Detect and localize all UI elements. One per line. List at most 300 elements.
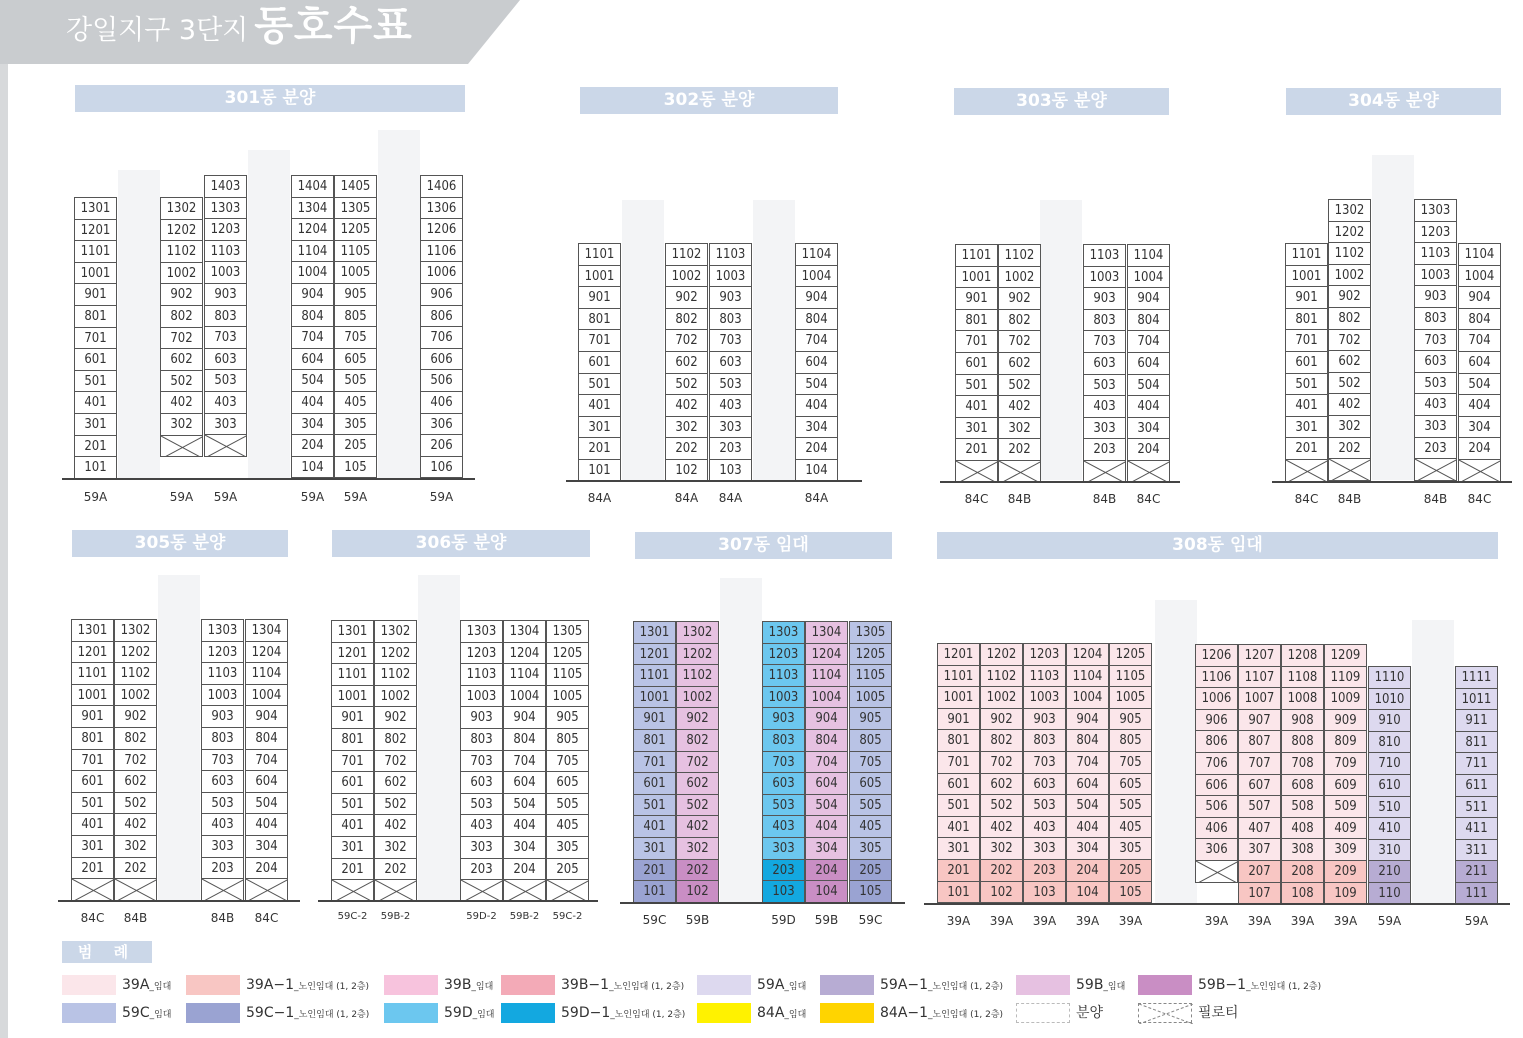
unit-cell: 902: [665, 286, 708, 309]
unit-cell: 903: [1023, 708, 1066, 731]
unit-cell: 201: [71, 857, 114, 880]
unit-cell: 502: [665, 373, 708, 396]
piloti-cell: [955, 460, 998, 483]
legend-label: [757, 975, 806, 997]
piloti-cell: [503, 879, 546, 902]
unit-cell: 1104: [291, 240, 334, 263]
unit-cell: 1203: [201, 641, 244, 664]
unit-cell: 401: [937, 816, 980, 839]
unit-cell: 301: [633, 837, 676, 860]
unit-type-label: 84B: [1337, 492, 1362, 506]
unit-type-label: 59B-2: [509, 911, 540, 922]
piloti-cell: [245, 878, 288, 901]
legend-swatch: [501, 1003, 555, 1023]
unit-cell: 1104: [1458, 243, 1501, 266]
unit-cell: 606: [1195, 774, 1238, 797]
unit-cell: 1204: [1066, 643, 1109, 666]
unit-cell: 904: [1066, 708, 1109, 731]
building-header: 304동 분양: [1286, 88, 1501, 115]
unit-cell: 1105: [334, 240, 377, 263]
unit-cell: 205: [334, 434, 377, 457]
unit-cell: 402: [374, 814, 417, 837]
unit-cell: 405: [334, 391, 377, 414]
piloti-cross-icon: [72, 879, 114, 901]
unit-cell: 1304: [245, 619, 288, 642]
legend-label-main: 59D−1: [561, 1005, 611, 1021]
piloti-cross-icon: [1196, 861, 1238, 883]
legend-label-sub: _노인임대 (1, 2층): [610, 1010, 686, 1020]
building-shadow: [1155, 600, 1197, 903]
unit-cell: 903: [762, 707, 805, 730]
unit-cell: 509: [1324, 795, 1367, 818]
unit-cell: 602: [374, 771, 417, 794]
unit-cell: 403: [201, 813, 244, 836]
unit-cell: 603: [460, 771, 503, 794]
unit-cell: 508: [1281, 795, 1324, 818]
unit-cell: 809: [1324, 730, 1367, 753]
unit-cell: 302: [114, 835, 157, 858]
unit-type-label: 39A: [1247, 914, 1272, 928]
unit-cell: 704: [1127, 330, 1170, 353]
unit-cell: 1105: [546, 663, 589, 686]
unit-cell: 1102: [998, 244, 1041, 267]
piloti-cross-icon: [461, 880, 503, 902]
unit-cell: 908: [1281, 709, 1324, 732]
unit-cell: 303: [762, 837, 805, 860]
unit-cell: 402: [665, 394, 708, 417]
unit-cell: 404: [291, 391, 334, 414]
unit-cell: 404: [503, 814, 546, 837]
unit-cell: 702: [1328, 329, 1371, 352]
unit-type-label: 84C: [1136, 492, 1161, 506]
building-shadow: [118, 170, 160, 478]
legend-swatch: [62, 975, 116, 995]
unit-cell: 1105: [849, 664, 892, 687]
unit-cell: 1002: [980, 686, 1023, 709]
unit-cell: 1108: [1281, 666, 1324, 689]
unit-cell: 502: [998, 374, 1041, 397]
unit-cell: 302: [160, 413, 203, 436]
unit-cell: 1103: [1023, 665, 1066, 688]
unit-cell: 602: [980, 773, 1023, 796]
unit-cell: 406: [420, 391, 463, 414]
building-shadow: [378, 130, 420, 480]
unit-cell: 101: [937, 881, 980, 904]
unit-cell: 411: [1455, 817, 1498, 840]
unit-type-label: 59A: [300, 490, 325, 504]
unit-cell: 409: [1324, 817, 1367, 840]
unit-type-label: 84C: [254, 911, 279, 925]
legend-label: [1076, 975, 1125, 997]
unit-cell: 803: [460, 728, 503, 751]
building-header: 301동 분양: [75, 85, 465, 112]
unit-cell: 202: [1328, 437, 1371, 460]
unit-cell: 801: [1285, 308, 1328, 331]
unit-cell: 510: [1368, 796, 1411, 819]
unit-cell: 905: [334, 283, 377, 306]
unit-cell: 204: [291, 434, 334, 457]
unit-cell: 704: [805, 751, 848, 774]
unit-cell: 1004: [245, 684, 288, 707]
unit-cell: 507: [1238, 795, 1281, 818]
unit-cell: 1204: [805, 643, 848, 666]
unit-cell: 603: [1414, 350, 1457, 373]
piloti-cell: [998, 460, 1041, 483]
unit-cell: 103: [1023, 881, 1066, 904]
unit-cell: 305: [546, 836, 589, 859]
unit-cell: 803: [204, 305, 247, 328]
unit-cell: 709: [1324, 752, 1367, 775]
unit-cell: 1101: [1285, 243, 1328, 266]
unit-cell: 601: [71, 770, 114, 793]
unit-cell: 311: [1455, 839, 1498, 862]
unit-cell: 603: [201, 770, 244, 793]
unit-cell: 902: [980, 708, 1023, 731]
page-title-prefix: 강일지구 3단지: [66, 15, 249, 46]
unit-cell: 603: [1023, 773, 1066, 796]
unit-cell: 1201: [74, 219, 117, 242]
unit-cell: 605: [546, 771, 589, 794]
unit-cell: 1004: [805, 686, 848, 709]
unit-cell: 902: [114, 705, 157, 728]
unit-cell: 904: [1127, 287, 1170, 310]
unit-cell: 301: [331, 836, 374, 859]
unit-cell: 309: [1324, 838, 1367, 861]
unit-cell: 404: [1127, 395, 1170, 418]
unit-cell: 204: [1458, 437, 1501, 460]
unit-cell: 303: [1023, 837, 1066, 860]
unit-cell: 1002: [374, 685, 417, 708]
unit-cell: 803: [762, 729, 805, 752]
unit-cell: 904: [503, 706, 546, 729]
unit-cell: 1104: [805, 664, 848, 687]
unit-cell: 1101: [955, 244, 998, 267]
unit-type-label: 59A: [1377, 914, 1402, 928]
unit-cell: 404: [1458, 394, 1501, 417]
unit-cell: 804: [291, 305, 334, 328]
unit-cell: 501: [955, 374, 998, 397]
unit-cell: 811: [1455, 731, 1498, 754]
unit-cell: 903: [709, 286, 752, 309]
unit-cell: 1004: [1458, 265, 1501, 288]
unit-cell: 305: [849, 837, 892, 860]
unit-cell: 806: [1195, 730, 1238, 753]
unit-cell: 601: [74, 348, 117, 371]
unit-cell: 1102: [665, 243, 708, 266]
unit-cell: 1206: [1195, 644, 1238, 667]
piloti-cell: [1285, 459, 1328, 482]
legend-label-sub: _노인임대 (1, 2층): [609, 982, 685, 992]
unit-cell: 403: [762, 815, 805, 838]
unit-cell: 304: [245, 835, 288, 858]
unit-cell: 906: [1195, 709, 1238, 732]
unit-cell: 703: [709, 329, 752, 352]
legend-label-sub: _노인임대 (1, 2층): [928, 982, 1004, 992]
building-shadow: [753, 200, 795, 480]
unit-cell: 402: [1328, 393, 1371, 416]
legend-label-sub: _노인임대 (1, 2층): [1246, 982, 1322, 992]
piloti-cell: [1414, 458, 1457, 481]
unit-cell: 703: [204, 326, 247, 349]
unit-type-label: 59C-2: [552, 911, 583, 922]
unit-cell: 1010: [1368, 688, 1411, 711]
unit-cell: 1002: [676, 686, 719, 709]
unit-cell: 102: [676, 880, 719, 903]
unit-cell: 501: [633, 794, 676, 817]
unit-cell: 805: [546, 728, 589, 751]
unit-cell: 802: [114, 727, 157, 750]
legend-label-sub: _임대: [471, 982, 494, 992]
unit-cell: 401: [955, 395, 998, 418]
unit-cell: 805: [1109, 729, 1152, 752]
building-shadow: [158, 575, 200, 900]
unit-type-label: 59A: [1464, 914, 1489, 928]
unit-cell: 404: [805, 815, 848, 838]
unit-cell: 1204: [291, 218, 334, 241]
unit-cell: 801: [578, 308, 621, 331]
unit-cell: 1005: [334, 261, 377, 284]
unit-cell: 705: [849, 751, 892, 774]
unit-cell: 1205: [1109, 643, 1152, 666]
unit-cell: 903: [1414, 285, 1457, 308]
piloti-cell: [1127, 460, 1170, 483]
unit-cell: 1003: [204, 261, 247, 284]
unit-cell: 105: [849, 880, 892, 903]
unit-cell: 804: [795, 308, 838, 331]
unit-type-label: 59B-2: [380, 911, 411, 922]
unit-cell: 302: [1328, 415, 1371, 438]
unit-cell: 405: [1109, 816, 1152, 839]
unit-cell: 304: [291, 413, 334, 436]
unit-cell: 405: [546, 814, 589, 837]
unit-type-label: 84B: [1007, 492, 1032, 506]
unit-cell: 304: [795, 416, 838, 439]
unit-cell: 801: [955, 309, 998, 332]
unit-cell: 1301: [633, 621, 676, 644]
building-header: 303동 분양: [954, 88, 1169, 115]
unit-cell: 310: [1368, 839, 1411, 862]
unit-cell: 601: [955, 352, 998, 375]
unit-cell: 503: [460, 793, 503, 816]
unit-cell: 904: [805, 707, 848, 730]
unit-cell: 703: [460, 750, 503, 773]
unit-cell: 1202: [160, 219, 203, 242]
unit-cell: 501: [578, 373, 621, 396]
piloti-cross-icon: [332, 880, 374, 902]
unit-cell: 1204: [503, 642, 546, 665]
unit-cell: 907: [1238, 709, 1281, 732]
legend-title: 범 례: [62, 941, 152, 963]
unit-type-label: 84A: [804, 491, 829, 505]
unit-cell: 1001: [74, 262, 117, 285]
unit-cell: 504: [245, 792, 288, 815]
unit-cell: 909: [1324, 709, 1367, 732]
unit-cell: 204: [805, 859, 848, 882]
unit-cell: 804: [805, 729, 848, 752]
unit-cell: 601: [1285, 351, 1328, 374]
unit-cell: 1303: [1414, 199, 1457, 222]
unit-cell: 202: [374, 858, 417, 881]
unit-cell: 901: [955, 287, 998, 310]
unit-cell: 802: [160, 305, 203, 328]
unit-cell: 204: [503, 858, 546, 881]
unit-cell: 804: [1458, 308, 1501, 331]
unit-cell: 506: [420, 369, 463, 392]
piloti-cell: [1328, 458, 1371, 481]
unit-cell: 1111: [1455, 666, 1498, 689]
unit-cell: 302: [665, 416, 708, 439]
unit-type-label: 59C: [642, 913, 667, 927]
unit-cell: 1004: [795, 265, 838, 288]
unit-cell: 201: [633, 859, 676, 882]
unit-cell: 1002: [665, 265, 708, 288]
unit-cell: 1303: [762, 621, 805, 644]
unit-cell: 1001: [71, 684, 114, 707]
unit-type-label: 84B: [1092, 492, 1117, 506]
unit-cell: 1202: [374, 642, 417, 665]
unit-cell: 401: [71, 813, 114, 836]
unit-cell: 906: [420, 283, 463, 306]
unit-cell: 401: [578, 394, 621, 417]
legend-swatch: [697, 975, 751, 995]
unit-cell: 201: [74, 435, 117, 458]
legend-label-main: 84A: [757, 1005, 785, 1021]
unit-cell: 407: [1238, 817, 1281, 840]
piloti-cross-icon: [115, 879, 157, 901]
piloti-cell: [201, 878, 244, 901]
unit-cell: 1205: [546, 642, 589, 665]
ground-line: [62, 478, 475, 480]
unit-type-label: 84C: [964, 492, 989, 506]
unit-cell: 502: [980, 794, 1023, 817]
page-title: [66, 4, 413, 48]
unit-cell: 801: [331, 728, 374, 751]
building-shadow: [720, 578, 762, 903]
unit-cell: 403: [709, 394, 752, 417]
legend-label-main: 59C: [122, 1005, 150, 1021]
unit-cell: 203: [762, 859, 805, 882]
unit-cell: 1006: [420, 261, 463, 284]
unit-type-label: 84C: [80, 911, 105, 925]
legend-label-sub: _임대: [1103, 982, 1126, 992]
unit-type-label: 59A: [83, 490, 108, 504]
unit-type-label: 84A: [718, 491, 743, 505]
unit-cell: 1103: [460, 663, 503, 686]
unit-cell: 1203: [460, 642, 503, 665]
building-header: 305동 분양: [72, 530, 288, 557]
piloti-cross-icon: [1415, 459, 1457, 481]
unit-cell: 911: [1455, 709, 1498, 732]
unit-cell: 1004: [1066, 686, 1109, 709]
unit-cell: 1305: [334, 197, 377, 220]
unit-cell: 701: [937, 751, 980, 774]
building-header: 307동 임대: [635, 532, 892, 559]
unit-type-label: 84C: [1467, 492, 1492, 506]
unit-cell: 801: [633, 729, 676, 752]
unit-cell: 203: [201, 857, 244, 880]
unit-cell: 1101: [71, 662, 114, 685]
unit-cell: 604: [245, 770, 288, 793]
unit-cell: 201: [331, 858, 374, 881]
unit-cell: 1103: [204, 240, 247, 263]
unit-cell: 1003: [460, 685, 503, 708]
unit-cell: 1302: [676, 621, 719, 644]
unit-cell: 101: [578, 459, 621, 482]
building-shadow: [248, 150, 290, 480]
unit-cell: 1002: [998, 266, 1041, 289]
unit-cell: 102: [980, 881, 1023, 904]
unit-cell: 201: [1285, 437, 1328, 460]
unit-cell: 408: [1281, 817, 1324, 840]
unit-cell: 1001: [955, 266, 998, 289]
unit-type-label: 59A: [169, 490, 194, 504]
unit-cell: 304: [1127, 417, 1170, 440]
legend-swatch: [697, 1003, 751, 1023]
unit-cell: 902: [676, 707, 719, 730]
unit-cell: 502: [676, 794, 719, 817]
unit-cell: 502: [374, 793, 417, 816]
piloti-cross-icon: [1286, 460, 1328, 482]
ground-line: [620, 902, 905, 904]
unit-cell: 1304: [805, 621, 848, 644]
unit-cell: 501: [331, 793, 374, 816]
unit-cell: 1201: [633, 643, 676, 666]
unit-cell: 1202: [114, 641, 157, 664]
unit-cell: 901: [937, 708, 980, 731]
unit-type-label: 59A: [343, 490, 368, 504]
unit-cell: 1001: [1285, 265, 1328, 288]
unit-cell: 806: [420, 305, 463, 328]
unit-cell: 402: [998, 395, 1041, 418]
unit-cell: 1104: [1066, 665, 1109, 688]
unit-cell: 904: [795, 286, 838, 309]
unit-cell: 302: [676, 837, 719, 860]
unit-cell: 1003: [709, 265, 752, 288]
legend-label: [246, 975, 369, 997]
legend-label: [444, 975, 493, 997]
legend-label-main: 59B−1: [1198, 977, 1247, 993]
unit-cell: 502: [114, 792, 157, 815]
unit-cell: 204: [795, 437, 838, 460]
unit-cell: 905: [546, 706, 589, 729]
unit-cell: 1305: [546, 620, 589, 643]
unit-cell: 1103: [1083, 244, 1126, 267]
unit-cell: 705: [334, 326, 377, 349]
unit-cell: 304: [1066, 837, 1109, 860]
unit-cell: 1002: [1328, 264, 1371, 287]
piloti-cell: [114, 878, 157, 901]
unit-cell: 1205: [849, 643, 892, 666]
unit-cell: 1102: [1328, 242, 1371, 265]
legend-label: [122, 1003, 171, 1025]
unit-cell: 1003: [1414, 264, 1457, 287]
ground-line: [924, 903, 1510, 905]
unit-cell: 503: [1414, 372, 1457, 395]
unit-cell: 1110: [1368, 666, 1411, 689]
unit-cell: 904: [291, 283, 334, 306]
unit-cell: 702: [998, 330, 1041, 353]
unit-type-label: 59B: [685, 913, 710, 927]
legend-swatch: [501, 975, 555, 995]
piloti-cross-icon: [999, 461, 1041, 483]
unit-cell: 711: [1455, 752, 1498, 775]
unit-cell: 1011: [1455, 688, 1498, 711]
unit-cell: 703: [1414, 329, 1457, 352]
piloti-cross-icon: [1139, 1004, 1193, 1024]
unit-cell: 1303: [204, 197, 247, 220]
unit-cell: 404: [1066, 816, 1109, 839]
legend-label-main: 필로티: [1198, 1005, 1239, 1021]
